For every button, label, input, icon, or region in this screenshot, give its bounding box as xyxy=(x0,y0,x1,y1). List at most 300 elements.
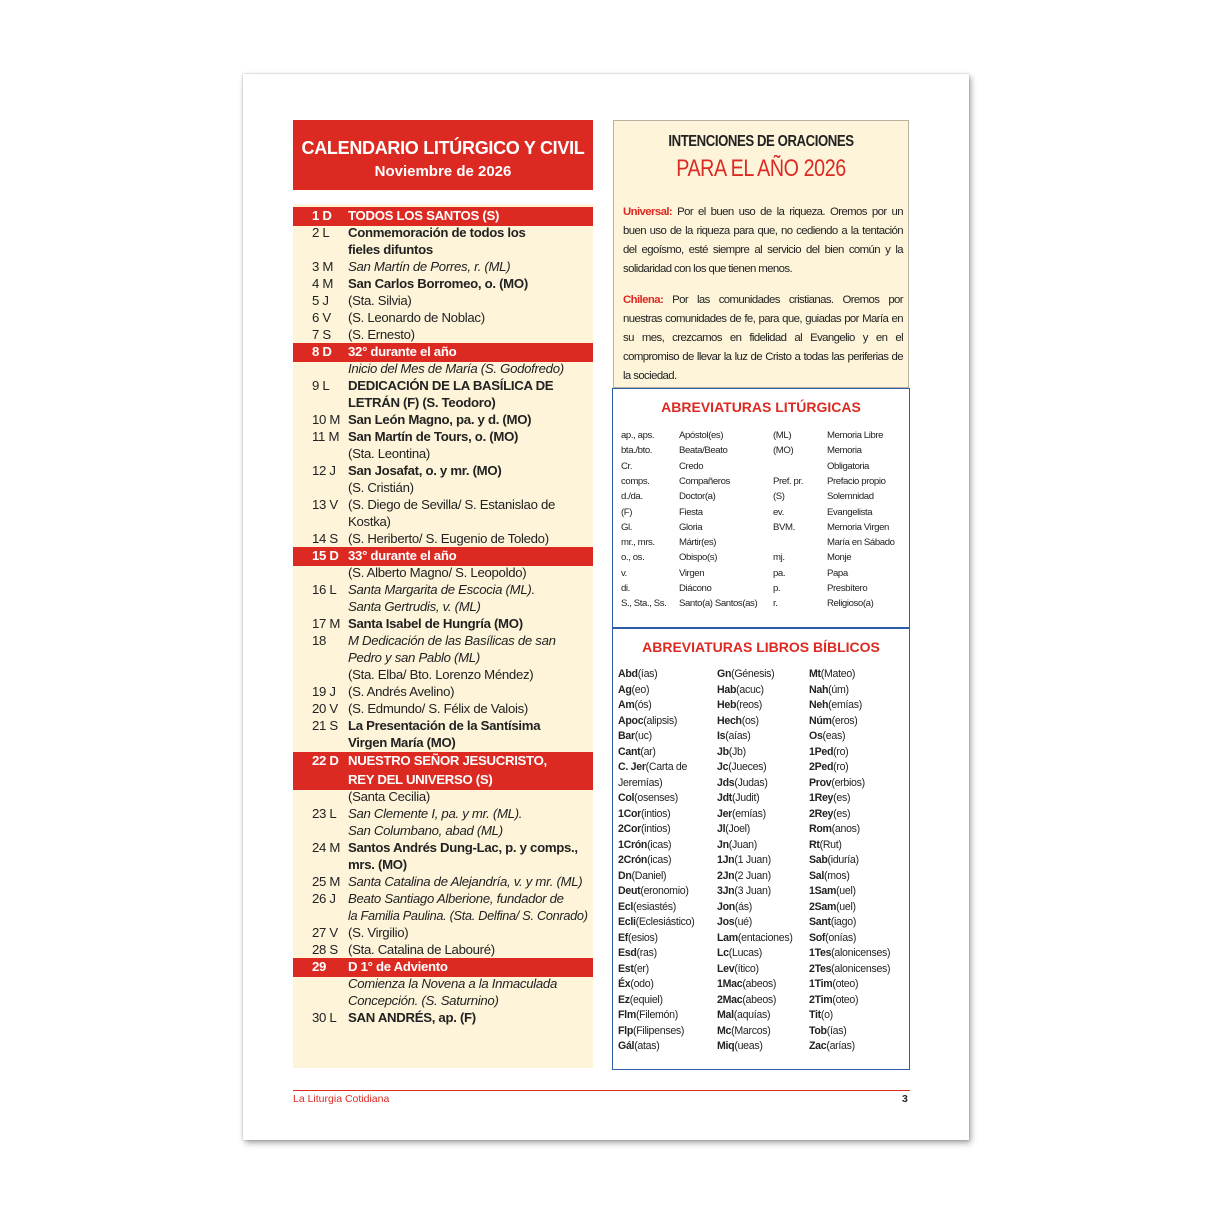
book-abbr-rest: (ué) xyxy=(734,916,752,928)
bible-books-abbreviations-title: ABREVIATURAS LIBROS BÍBLICOS xyxy=(642,639,880,655)
calendar-entry: 32° durante el año xyxy=(348,344,457,359)
liturgical-abbreviation: Memoria Virgen xyxy=(827,521,889,533)
book-abbr-rest: (aías) xyxy=(725,730,751,742)
book-abbr-rest: (osenses) xyxy=(634,792,678,804)
calendar-day: 16 L xyxy=(312,582,337,597)
book-abbr-code: Bar xyxy=(618,730,635,742)
calendar-entry: (Sta. Silvia) xyxy=(348,293,412,308)
book-abbr-code: 2Crón xyxy=(618,854,648,866)
universal-text: Por el buen uso de la riqueza. Oremos por un buen uso de la riqueza para que, no cediendo a la tentación del egoísmo, esté siempre al servicio del bien común y la solidaridad con los que tienen menos. xyxy=(623,206,903,275)
book-abbr-rest: (odo) xyxy=(630,978,654,990)
book-abbr-code: Ag xyxy=(618,683,632,696)
chilean-intention xyxy=(623,291,903,386)
bible-book-abbreviation xyxy=(618,684,649,697)
book-abbr-rest: (alonicenses) xyxy=(831,947,891,959)
liturgical-abbreviation: Diácono xyxy=(679,583,712,594)
bible-books-abbreviations-box xyxy=(612,628,910,1070)
liturgical-abbreviation: Gl. xyxy=(621,521,633,533)
book-abbr-rest: (atas) xyxy=(634,1040,660,1052)
liturgical-abbreviation: Mártir(es) xyxy=(679,537,717,549)
bible-book-abbreviation xyxy=(717,699,762,712)
bible-book-abbreviation xyxy=(717,854,771,867)
book-abbr-rest: (1 Juan) xyxy=(734,854,771,866)
book-abbr-code: Mc xyxy=(717,1024,732,1037)
book-abbr-code: Rom xyxy=(809,823,832,835)
book-abbr-rest: (er) xyxy=(633,962,649,975)
book-abbr-code: Jdt xyxy=(717,792,732,804)
bible-book-abbreviation xyxy=(809,792,850,805)
book-abbr-rest: (Rut) xyxy=(819,838,842,851)
book-abbr-rest: (es) xyxy=(833,792,851,804)
book-abbr-rest: (esios) xyxy=(628,931,658,944)
book-abbr-code: Tob xyxy=(809,1024,827,1037)
calendar-entry: San Josafat, o. y mr. (MO) xyxy=(348,463,502,478)
book-abbr-rest: (eo) xyxy=(631,683,650,696)
bible-book-abbreviation xyxy=(809,777,865,790)
calendar-day: 14 S xyxy=(312,531,338,546)
bible-book-abbreviation xyxy=(717,823,750,836)
book-abbr-code: 2Sam xyxy=(809,900,837,913)
book-abbr-rest: (es) xyxy=(833,807,851,820)
book-abbr-code: Sof xyxy=(809,931,826,944)
book-abbr-code: Hab xyxy=(717,683,737,696)
calendar-day: 12 J xyxy=(312,463,336,478)
universal-label: Universal: xyxy=(623,206,673,218)
book-abbr-rest: (aquías) xyxy=(733,1009,771,1021)
book-abbr-code: 1Jn xyxy=(717,854,735,866)
bible-book-abbreviation xyxy=(809,885,856,898)
book-abbr-rest: (oteo) xyxy=(832,978,859,990)
book-abbr-code: Cant xyxy=(618,745,641,758)
calendar-entry: Pedro y san Pablo (ML) xyxy=(348,650,480,665)
bible-book-abbreviation xyxy=(618,839,671,852)
book-abbr-code: 3Jn xyxy=(717,885,735,897)
calendar-day: 22 D xyxy=(312,753,339,768)
calendar-entry: (Sta. Leontina) xyxy=(348,446,431,461)
calendar-day: 8 D xyxy=(312,344,332,359)
book-abbr-rest: (oteo) xyxy=(832,993,859,1006)
liturgical-abbreviation: mj. xyxy=(773,552,785,564)
book-abbr-rest: (acuc) xyxy=(736,683,764,696)
liturgical-abbreviation: Pref. pr. xyxy=(773,475,803,487)
book-abbr-rest: (uel) xyxy=(836,900,856,913)
book-abbr-code: Jos xyxy=(717,916,735,928)
bible-book-abbreviation xyxy=(809,746,848,759)
bible-book-abbreviation xyxy=(618,901,676,914)
bible-book-abbreviation xyxy=(717,1025,771,1038)
book-abbr-code: Is xyxy=(717,730,726,742)
liturgical-abbreviation: Memoria Libre xyxy=(827,430,884,441)
liturgical-abbreviation: Apóstol(es) xyxy=(679,430,724,441)
chilena-label: Chilena: xyxy=(623,294,664,306)
bible-book-abbreviation xyxy=(618,777,662,790)
calendar-header xyxy=(293,120,593,190)
calendar-day: 11 M xyxy=(312,429,340,444)
book-abbr-code: Zac xyxy=(809,1040,827,1052)
bible-book-abbreviation xyxy=(618,916,694,929)
liturgical-abbreviation: ev. xyxy=(773,506,784,518)
book-abbr-code: Sant xyxy=(809,916,831,928)
bible-book-abbreviation xyxy=(618,854,671,867)
bible-book-abbreviation xyxy=(809,947,890,960)
book-abbr-rest: (ras) xyxy=(636,947,657,959)
liturgical-abbreviation: Obligatoria xyxy=(827,460,869,472)
calendar-day: 19 J xyxy=(312,684,336,699)
book-abbr-rest: (icas) xyxy=(647,838,672,851)
calendar-entry: Santa Margarita de Escocia (ML). xyxy=(348,582,535,597)
bible-book-abbreviation xyxy=(809,715,858,728)
calendar-entry: Virgen María (MO) xyxy=(348,735,456,750)
bible-book-abbreviation xyxy=(618,1009,678,1022)
liturgical-abbreviation: Fiesta xyxy=(679,506,703,518)
liturgical-abbreviation: Memoria xyxy=(827,445,862,457)
calendar-entry: Inicio del Mes de María (S. Godofredo) xyxy=(348,361,564,376)
book-abbr-rest: (Carta de xyxy=(645,761,688,773)
liturgical-abbreviation: mr., mrs. xyxy=(621,537,655,549)
liturgical-abbreviation: Gloria xyxy=(679,521,703,533)
calendar-day: 15 D xyxy=(312,548,339,563)
book-abbr-rest: (abeos) xyxy=(742,978,777,990)
book-abbr-rest: (eas) xyxy=(822,730,846,742)
bible-book-abbreviation xyxy=(717,668,774,681)
book-abbr-rest: (Filipenses) xyxy=(633,1024,685,1037)
book-abbr-code: 1Crón xyxy=(618,838,648,851)
book-abbr-code: C. Jer xyxy=(618,761,646,773)
book-abbr-code: Jc xyxy=(717,761,729,773)
bible-book-abbreviation xyxy=(717,746,746,759)
book-abbr-code: Neh xyxy=(809,699,829,711)
book-abbr-rest: (uel) xyxy=(836,885,856,897)
liturgical-abbreviation: Santo(a) Santos(as) xyxy=(679,598,758,610)
liturgical-abbreviation: bta./bto. xyxy=(621,445,653,457)
bible-book-abbreviation xyxy=(809,699,862,712)
book-abbr-code: Os xyxy=(809,730,823,742)
liturgical-abbreviation: (F) xyxy=(621,506,633,518)
book-abbr-rest: (uc) xyxy=(634,730,652,742)
book-abbr-rest: (entaciones) xyxy=(737,931,793,944)
bible-book-abbreviation xyxy=(618,730,652,743)
calendar-day: 3 M xyxy=(312,259,334,274)
bible-book-abbreviation xyxy=(809,1009,833,1022)
bible-book-abbreviation xyxy=(809,901,856,914)
calendar-entry: (S. Leonardo de Noblac) xyxy=(348,310,485,325)
bible-book-abbreviation xyxy=(717,916,752,929)
calendar-title: CALENDARIO LITÚRGICO Y CIVIL xyxy=(301,138,585,158)
book-abbr-code: Dn xyxy=(618,869,632,882)
book-abbr-code: Núm xyxy=(809,714,832,727)
bible-book-abbreviation xyxy=(717,792,759,805)
bible-book-abbreviation xyxy=(809,761,848,774)
calendar-entry: Beato Santiago Alberione, fundador de xyxy=(348,891,564,906)
book-abbr-code: 1Mac xyxy=(717,978,743,990)
calendar-entry: San León Magno, pa. y d. (MO) xyxy=(348,412,532,427)
prayer-intentions-box xyxy=(613,120,909,388)
calendar-list xyxy=(293,204,593,1068)
bible-book-abbreviation xyxy=(717,870,771,883)
book-abbr-code: 2Cor xyxy=(618,823,641,835)
calendar-entry: Kostka) xyxy=(348,514,391,529)
book-abbr-code: Am xyxy=(618,699,635,711)
bible-book-abbreviation xyxy=(717,715,759,728)
book-abbr-rest: (equiel) xyxy=(629,993,663,1006)
liturgical-abbreviation: d./da. xyxy=(621,491,643,503)
book-abbr-rest: (Judas) xyxy=(734,776,768,789)
calendar-entry: Santa Catalina de Alejandría, v. y mr. (ML) xyxy=(348,874,583,889)
calendar-entry: Santa Isabel de Hungría (MO) xyxy=(348,616,523,631)
book-abbr-rest: (Juan) xyxy=(728,838,757,851)
bible-book-abbreviation xyxy=(717,963,759,976)
book-abbr-code: Miq xyxy=(717,1040,735,1052)
book-abbr-rest: (emías) xyxy=(828,699,862,711)
book-abbr-code: 2Tes xyxy=(809,962,832,975)
calendar-entry: San Carlos Borromeo, o. (MO) xyxy=(348,276,528,291)
book-abbr-code: Deut xyxy=(618,885,641,897)
liturgical-abbreviation: Religioso(a) xyxy=(827,598,874,610)
book-abbr-code: Esd xyxy=(618,947,637,959)
book-abbr-code: 1Rey xyxy=(809,792,834,804)
liturgical-abbreviation: Credo xyxy=(679,460,704,472)
book-abbr-rest: (alipsis) xyxy=(643,714,678,727)
calendar-day: 20 V xyxy=(312,701,338,716)
book-abbr-code: Jl xyxy=(717,823,726,835)
bible-book-abbreviation xyxy=(809,854,859,867)
book-abbr-code: 1Sam xyxy=(809,885,837,897)
calendar-entry: (S. Virgilio) xyxy=(348,925,409,940)
book-abbr-rest: Jeremías) xyxy=(618,776,663,789)
calendar-entry: San Martín de Porres, r. (ML) xyxy=(348,259,511,274)
calendar-day: 10 M xyxy=(312,412,341,427)
book-abbr-rest: (iago) xyxy=(830,916,857,928)
calendar-entry: La Presentación de la Santísima xyxy=(348,718,541,733)
book-abbr-code: Rt xyxy=(809,838,820,851)
liturgical-abbreviations-box xyxy=(612,388,910,628)
book-abbr-code: Jds xyxy=(717,776,735,789)
book-abbr-rest: (Eclesiástico) xyxy=(635,916,695,928)
book-abbr-rest: (iduría) xyxy=(827,854,859,866)
book-abbr-code: Lev xyxy=(717,962,735,975)
calendar-entry: LETRÁN (F) (S. Teodoro) xyxy=(348,395,496,410)
calendar-entry: (Santa Cecilia) xyxy=(348,789,430,804)
book-abbr-rest: (icas) xyxy=(647,854,672,866)
book-abbr-rest: (reos) xyxy=(736,699,762,711)
bible-book-abbreviation xyxy=(618,978,654,991)
book-abbr-rest: (Jb) xyxy=(728,745,746,758)
calendar-day: 23 L xyxy=(312,806,337,821)
book-abbr-rest: (Filemón) xyxy=(635,1009,678,1021)
book-abbr-rest: (3 Juan) xyxy=(734,885,771,897)
book-abbr-rest: (arías) xyxy=(826,1040,855,1052)
book-abbr-rest: (mos) xyxy=(824,869,850,882)
calendar-entry: (S. Alberto Magno/ S. Leopoldo) xyxy=(348,565,527,580)
book-abbr-code: Jb xyxy=(717,745,729,758)
bible-book-abbreviation xyxy=(618,808,670,821)
book-abbr-rest: (ás) xyxy=(734,900,752,913)
book-abbr-rest: (intios) xyxy=(640,807,671,820)
calendar-day: 6 V xyxy=(312,310,331,325)
liturgical-abbreviation: pa. xyxy=(773,567,786,579)
book-abbr-code: Tit xyxy=(809,1009,821,1021)
calendar-day: 27 V xyxy=(312,925,338,940)
bible-book-abbreviation xyxy=(618,885,689,898)
calendar-day: 5 J xyxy=(312,293,329,308)
calendar-entry: Concepción. (S. Saturnino) xyxy=(348,993,499,1008)
liturgical-abbreviation: ap., aps. xyxy=(621,430,655,441)
calendar-day: 2 L xyxy=(312,225,330,240)
calendar-day: 26 J xyxy=(312,891,336,906)
page-number: 3 xyxy=(902,1093,908,1105)
book-abbr-code: Flp xyxy=(618,1024,633,1037)
book-abbr-rest: (alonicenses) xyxy=(831,962,891,975)
book-abbr-code: Est xyxy=(618,962,634,975)
bible-book-abbreviation xyxy=(618,699,652,712)
book-abbr-rest: (Marcos) xyxy=(731,1024,771,1037)
intentions-title: INTENCIONES DE ORACIONES xyxy=(668,133,854,150)
book-abbr-rest: (Lucas) xyxy=(728,947,762,959)
book-abbr-code: Sal xyxy=(809,869,825,882)
book-abbr-code: Ecli xyxy=(618,916,636,928)
book-abbr-code: Heb xyxy=(717,699,737,711)
liturgical-abbreviation: Papa xyxy=(827,567,848,579)
bible-book-abbreviation xyxy=(809,668,855,681)
bible-book-abbreviation xyxy=(618,823,670,836)
book-abbr-code: Prov xyxy=(809,776,832,789)
calendar-entry: REY DEL UNIVERSO (S) xyxy=(348,772,493,787)
bible-book-abbreviation xyxy=(717,994,776,1007)
bible-book-abbreviation xyxy=(809,870,850,883)
bible-book-abbreviation xyxy=(809,963,890,976)
liturgical-abbreviation: Evangelista xyxy=(827,506,873,518)
book-abbr-code: 2Ped xyxy=(809,761,834,773)
calendar-entry: (S. Andrés Avelino) xyxy=(348,684,455,699)
bible-book-abbreviation xyxy=(717,932,793,945)
bible-book-abbreviation xyxy=(618,715,677,728)
bible-book-abbreviation xyxy=(618,746,656,759)
chilena-text: Por las comunidades cristianas. Oremos por nuestras comunidades de fe, para que, guiadas por María en su mes, crezcamos en fidelidad al Evangelio y en el compromiso de llevar la luz de Cristo a todas las periferias de la sociedad. xyxy=(623,294,903,382)
book-abbr-rest: (Mateo) xyxy=(820,668,856,680)
book-abbr-code: Hech xyxy=(717,714,742,727)
book-abbr-rest: (o) xyxy=(820,1009,833,1021)
book-abbr-code: Lc xyxy=(717,947,729,959)
calendar-entry: San Clemente I, pa. y mr. (ML). xyxy=(348,806,523,821)
liturgical-abbreviation: Compañeros xyxy=(679,475,730,487)
book-abbr-code: 2Jn xyxy=(717,869,735,882)
bible-book-abbreviation xyxy=(717,1040,763,1053)
book-abbr-rest: (ías) xyxy=(637,668,658,680)
book-abbr-rest: (Jueces) xyxy=(728,761,767,773)
book-abbr-rest: (ro) xyxy=(833,745,849,758)
bible-book-abbreviation xyxy=(717,1009,770,1022)
calendar-entry: Santos Andrés Dung-Lac, p. y comps., xyxy=(348,840,578,855)
calendar-entry: (Sta. Catalina de Labouré) xyxy=(348,942,495,957)
book-abbr-rest: (eronomio) xyxy=(640,885,689,897)
calendar-entry: (S. Edmundo/ S. Félix de Valois) xyxy=(348,701,528,716)
book-abbr-code: 1Tes xyxy=(809,947,832,959)
book-abbr-rest: (eros) xyxy=(831,714,858,727)
book-abbr-code: Nah xyxy=(809,683,829,696)
book-abbr-rest: (ueas) xyxy=(734,1040,763,1052)
calendar-day: 21 S xyxy=(312,718,338,733)
bible-book-abbreviation xyxy=(618,792,678,805)
calendar-entry: San Columbano, abad (ML) xyxy=(348,823,503,838)
book-abbr-code: Jon xyxy=(717,900,735,913)
bible-book-abbreviation xyxy=(618,963,649,976)
book-abbr-rest: (anos) xyxy=(831,823,860,835)
bible-book-abbreviation xyxy=(618,668,657,681)
bible-book-abbreviation xyxy=(717,684,764,697)
universal-intention xyxy=(623,203,903,279)
book-abbr-rest: (Joel) xyxy=(725,823,750,835)
liturgical-abbreviation: (S) xyxy=(773,491,785,503)
bible-book-abbreviation xyxy=(809,1025,846,1038)
calendar-entry: 33° durante el año xyxy=(348,548,457,563)
calendar-entry: D 1° de Adviento xyxy=(348,959,448,974)
calendar-entry: Santa Gertrudis, v. (ML) xyxy=(348,599,481,614)
calendar-day: 29 xyxy=(312,959,327,974)
book-abbr-rest: (os) xyxy=(741,714,759,727)
calendar-day: 25 M xyxy=(312,874,341,889)
calendar-entry: Comienza la Novena a la Inmaculada xyxy=(348,976,557,991)
book-abbr-code: Sab xyxy=(809,854,828,866)
book-abbr-rest: (úm) xyxy=(828,683,849,696)
calendar-entry: (S. Heriberto/ S. Eugenio de Toledo) xyxy=(348,531,549,546)
bible-book-abbreviation xyxy=(809,684,849,697)
book-abbr-code: Abd xyxy=(618,668,638,680)
calendar-entry: mrs. (MO) xyxy=(348,857,407,872)
calendar-day: 7 S xyxy=(312,327,331,342)
book-abbr-code: Apoc xyxy=(618,714,644,727)
book-abbr-rest: (ías) xyxy=(826,1024,847,1037)
book-abbr-code: Jer xyxy=(717,807,733,820)
calendar-entry: la Familia Paulina. (Sta. Delfina/ S. Conrado) xyxy=(348,908,588,923)
bible-book-abbreviation xyxy=(618,932,658,945)
liturgical-abbreviation: Doctor(a) xyxy=(679,491,716,503)
bible-book-abbreviation xyxy=(809,978,858,991)
liturgical-abbreviation: S., Sta., Ss. xyxy=(621,598,667,610)
calendar-entry: M Dedicación de las Basílicas de san xyxy=(348,633,556,648)
book-abbr-rest: (abeos) xyxy=(742,993,777,1006)
book-abbr-code: Gál xyxy=(618,1040,635,1052)
liturgical-abbreviation: Monje xyxy=(827,552,852,564)
book-abbr-rest: (Génesis) xyxy=(731,668,775,680)
bible-book-abbreviation xyxy=(717,885,771,898)
book-abbr-code: Flm xyxy=(618,1009,636,1021)
book-abbr-rest: (ós) xyxy=(634,699,652,711)
book-abbr-rest: (Daniel) xyxy=(631,869,667,882)
calendar-day: 9 L xyxy=(312,378,330,393)
liturgical-abbreviation: Presbítero xyxy=(827,583,868,594)
book-abbr-code: 2Mac xyxy=(717,993,743,1006)
liturgical-abbreviation: Beata/Beato xyxy=(679,445,728,457)
book-abbr-code: Jn xyxy=(717,838,729,851)
calendar-day: 1 D xyxy=(312,208,332,223)
book-abbr-code: 2Rey xyxy=(809,807,834,820)
book-abbr-code: 2Tim xyxy=(809,993,833,1006)
bible-book-abbreviation xyxy=(717,839,757,852)
liturgical-abbreviation: María en Sábado xyxy=(827,537,895,549)
liturgical-abbreviation: Virgen xyxy=(679,567,705,579)
liturgical-abbreviations-title: ABREVIATURAS LITÚRGICAS xyxy=(661,399,861,415)
bible-book-abbreviation xyxy=(618,761,687,774)
book-abbr-rest: (ar) xyxy=(640,745,656,758)
bible-book-abbreviation xyxy=(717,947,762,960)
calendar-day: 13 V xyxy=(312,497,338,512)
bible-book-abbreviation xyxy=(809,1040,855,1053)
liturgical-abbreviation: Solemnidad xyxy=(827,491,874,503)
book-abbr-code: Col xyxy=(618,792,635,804)
bible-book-abbreviation xyxy=(809,839,842,852)
bible-book-abbreviation xyxy=(809,916,856,929)
book-abbr-rest: (2 Juan) xyxy=(734,869,771,882)
